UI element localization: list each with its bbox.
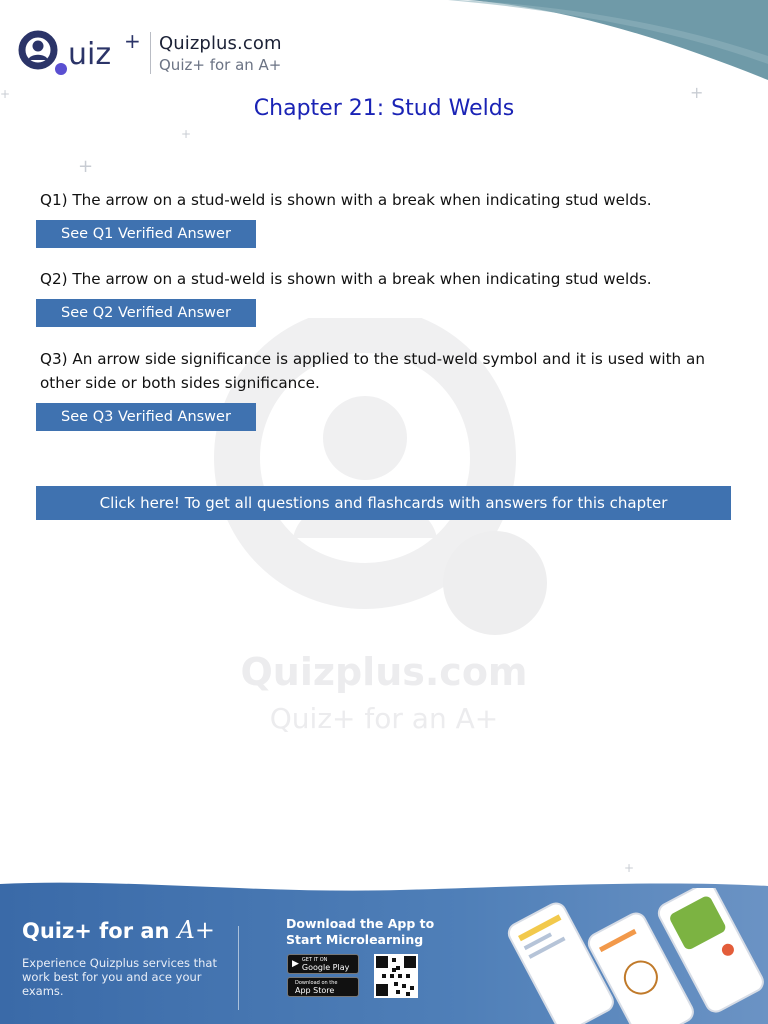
header-logo[interactable] — [16, 26, 282, 80]
quizplus-logo-icon — [16, 26, 146, 80]
question-2: Q2) The arrow on a stud-weld is shown with a break when indicating stud welds. — [40, 270, 652, 288]
footer-banner — [0, 880, 768, 1024]
plus-sparkle-icon: + — [78, 156, 94, 177]
plus-sparkle-icon: + — [624, 861, 635, 875]
svg-text:uiz: uiz — [68, 37, 112, 72]
all-questions-cta-button[interactable]: Click here! To get all questions and flashcards with answers for this chapter — [36, 486, 731, 520]
question-3: Q3) An arrow side significance is applied to the stud-weld symbol and it is used with an other side or both sides significance. — [40, 350, 705, 392]
see-q1-answer-button[interactable]: See Q1 Verified Answer — [36, 220, 256, 248]
site-tagline: Quiz+ for an A+ — [159, 55, 282, 74]
see-q2-answer-button[interactable]: See Q2 Verified Answer — [36, 299, 256, 327]
footer-brand-grade: A+ — [177, 916, 215, 944]
google-play-badge[interactable] — [287, 954, 359, 974]
plus-sparkle-icon: + — [181, 127, 192, 141]
download-app-text: Download the App to Start Microlearning — [286, 916, 435, 947]
logo-divider — [150, 32, 151, 74]
svg-text:+: + — [124, 29, 141, 53]
footer-brand-text: Quiz+ for an — [22, 919, 170, 943]
plus-sparkle-icon: + — [0, 87, 11, 101]
page-title: Chapter 21: Stud Welds — [253, 96, 515, 121]
google-play-small: GET IT ON — [301, 956, 328, 963]
app-store-badge[interactable] — [287, 977, 359, 997]
app-store-small: Download on the — [295, 979, 338, 986]
watermark-site: Quizplus.com — [240, 650, 528, 694]
watermark-tagline: Quiz+ for an A+ — [269, 702, 499, 735]
footer-divider — [238, 926, 239, 1010]
see-q3-answer-button[interactable]: See Q3 Verified Answer — [36, 403, 256, 431]
corner-swoosh — [448, 0, 768, 110]
app-store-name: App Store — [295, 985, 335, 995]
google-play-name: Google Play — [301, 962, 350, 972]
qr-code[interactable] — [374, 954, 418, 998]
google-play-icon: ▶ — [292, 959, 299, 969]
question-1: Q1) The arrow on a stud-weld is shown with a break when indicating stud welds. — [40, 191, 652, 209]
footer-brand — [22, 916, 222, 944]
app-phone-mockups — [500, 888, 768, 1024]
plus-sparkle-icon: + — [690, 83, 704, 102]
site-name: Quizplus.com — [159, 32, 282, 54]
footer-description: Experience Quizplus services that work best for you and ace your exams. — [22, 956, 217, 998]
